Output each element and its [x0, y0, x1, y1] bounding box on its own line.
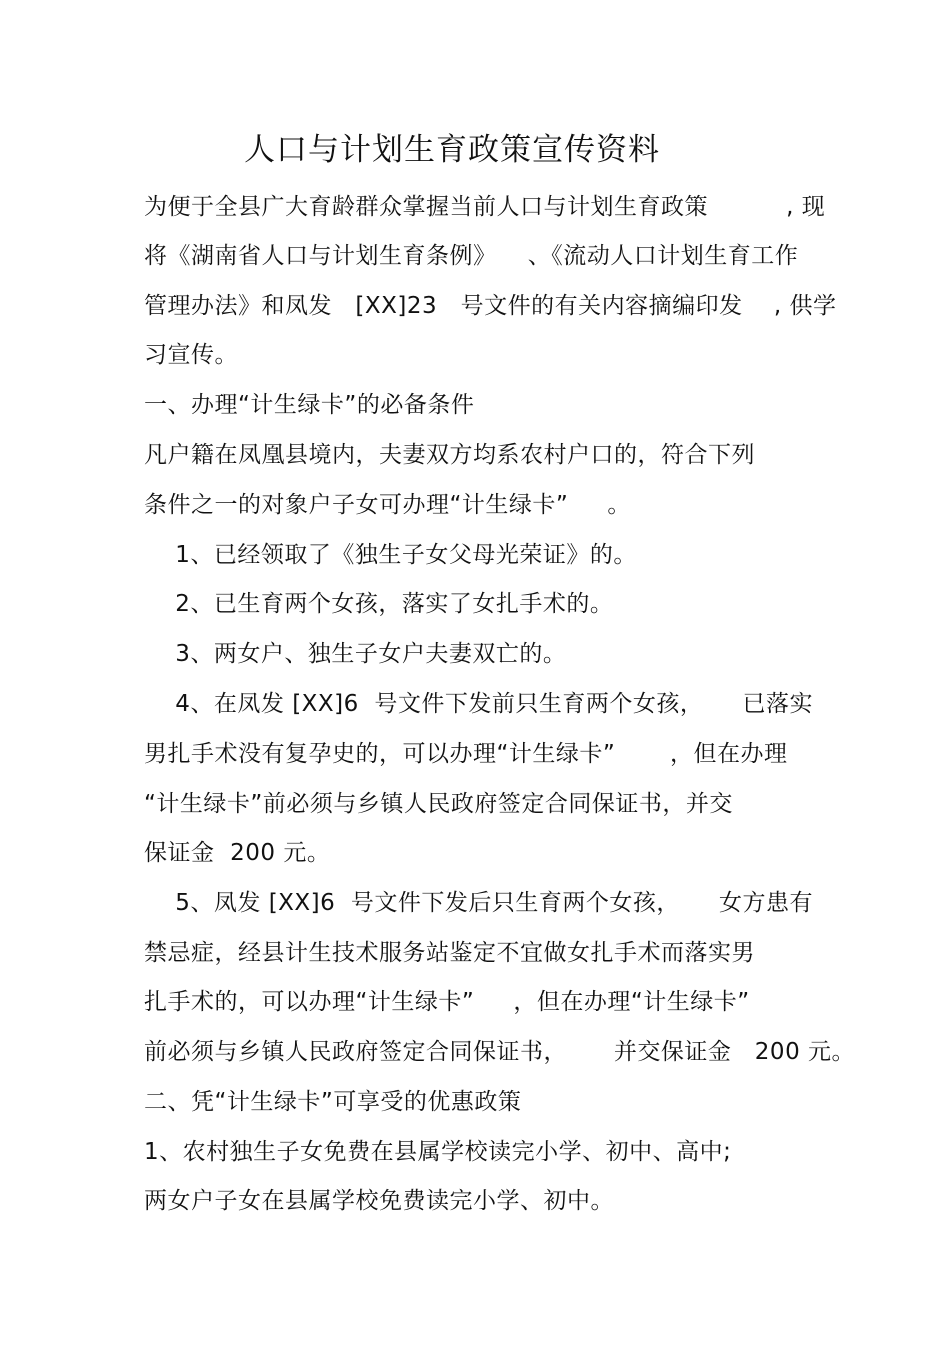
paragraph-line: 管理办法》和凤发 [XX]23 号文件的有关内容摘编印发 , 供学	[144, 293, 837, 319]
section-heading: 一、办理“计生绿卡”的必备条件	[144, 392, 475, 418]
document-title: 人口与计划生育政策宣传资料	[244, 132, 660, 168]
paragraph-line: 扎手术的，可以办理“计生绿卡” ，但在办理“计生绿卡”	[144, 989, 750, 1015]
list-item: 1、农村独生子女免费在县属学校读完小学、初中、高中;	[144, 1139, 732, 1165]
list-item: 3、两女户、独生子女户夫妻双亡的。	[144, 641, 567, 667]
paragraph-line: 凡户籍在凤凰县境内，夫妻双方均系农村户口的，符合下列	[144, 442, 755, 468]
paragraph-line: “计生绿卡”前必须与乡镇人民政府签定合同保证书，并交	[144, 791, 733, 817]
paragraph-line: 前必须与乡镇人民政府签定合同保证书， 并交保证金 200 元。	[144, 1039, 856, 1065]
section-heading: 二、凭“计生绿卡”可享受的优惠政策	[144, 1089, 522, 1115]
list-item: 1、已经领取了《独生子女父母光荣证》的。	[144, 542, 637, 568]
paragraph-line: 禁忌症，经县计生技术服务站鉴定不宜做女扎手术而落实男	[144, 940, 755, 966]
list-item: 2、已生育两个女孩，落实了女扎手术的。	[144, 591, 614, 617]
paragraph-line: 条件之一的对象户子女可办理“计生绿卡” 。	[144, 492, 631, 518]
paragraph-line: 保证金 200 元。	[144, 840, 331, 866]
list-item: 4、在凤发 [XX]6 号文件下发前只生育两个女孩， 已落实	[144, 691, 813, 717]
paragraph-line: 将《湖南省人口与计划生育条例》 、《流动人口计划生育工作	[144, 243, 799, 269]
paragraph-line: 两女户子女在县属学校免费读完小学、初中。	[144, 1188, 614, 1214]
paragraph-line: 为便于全县广大育龄群众掌握当前人口与计划生育政策 , 现	[144, 194, 826, 220]
paragraph-line: 男扎手术没有复孕史的，可以办理“计生绿卡” ，但在办理	[144, 741, 788, 767]
list-item: 5、凤发 [XX]6 号文件下发后只生育两个女孩， 女方患有	[144, 890, 813, 916]
paragraph-line: 习宣传。	[144, 342, 238, 368]
